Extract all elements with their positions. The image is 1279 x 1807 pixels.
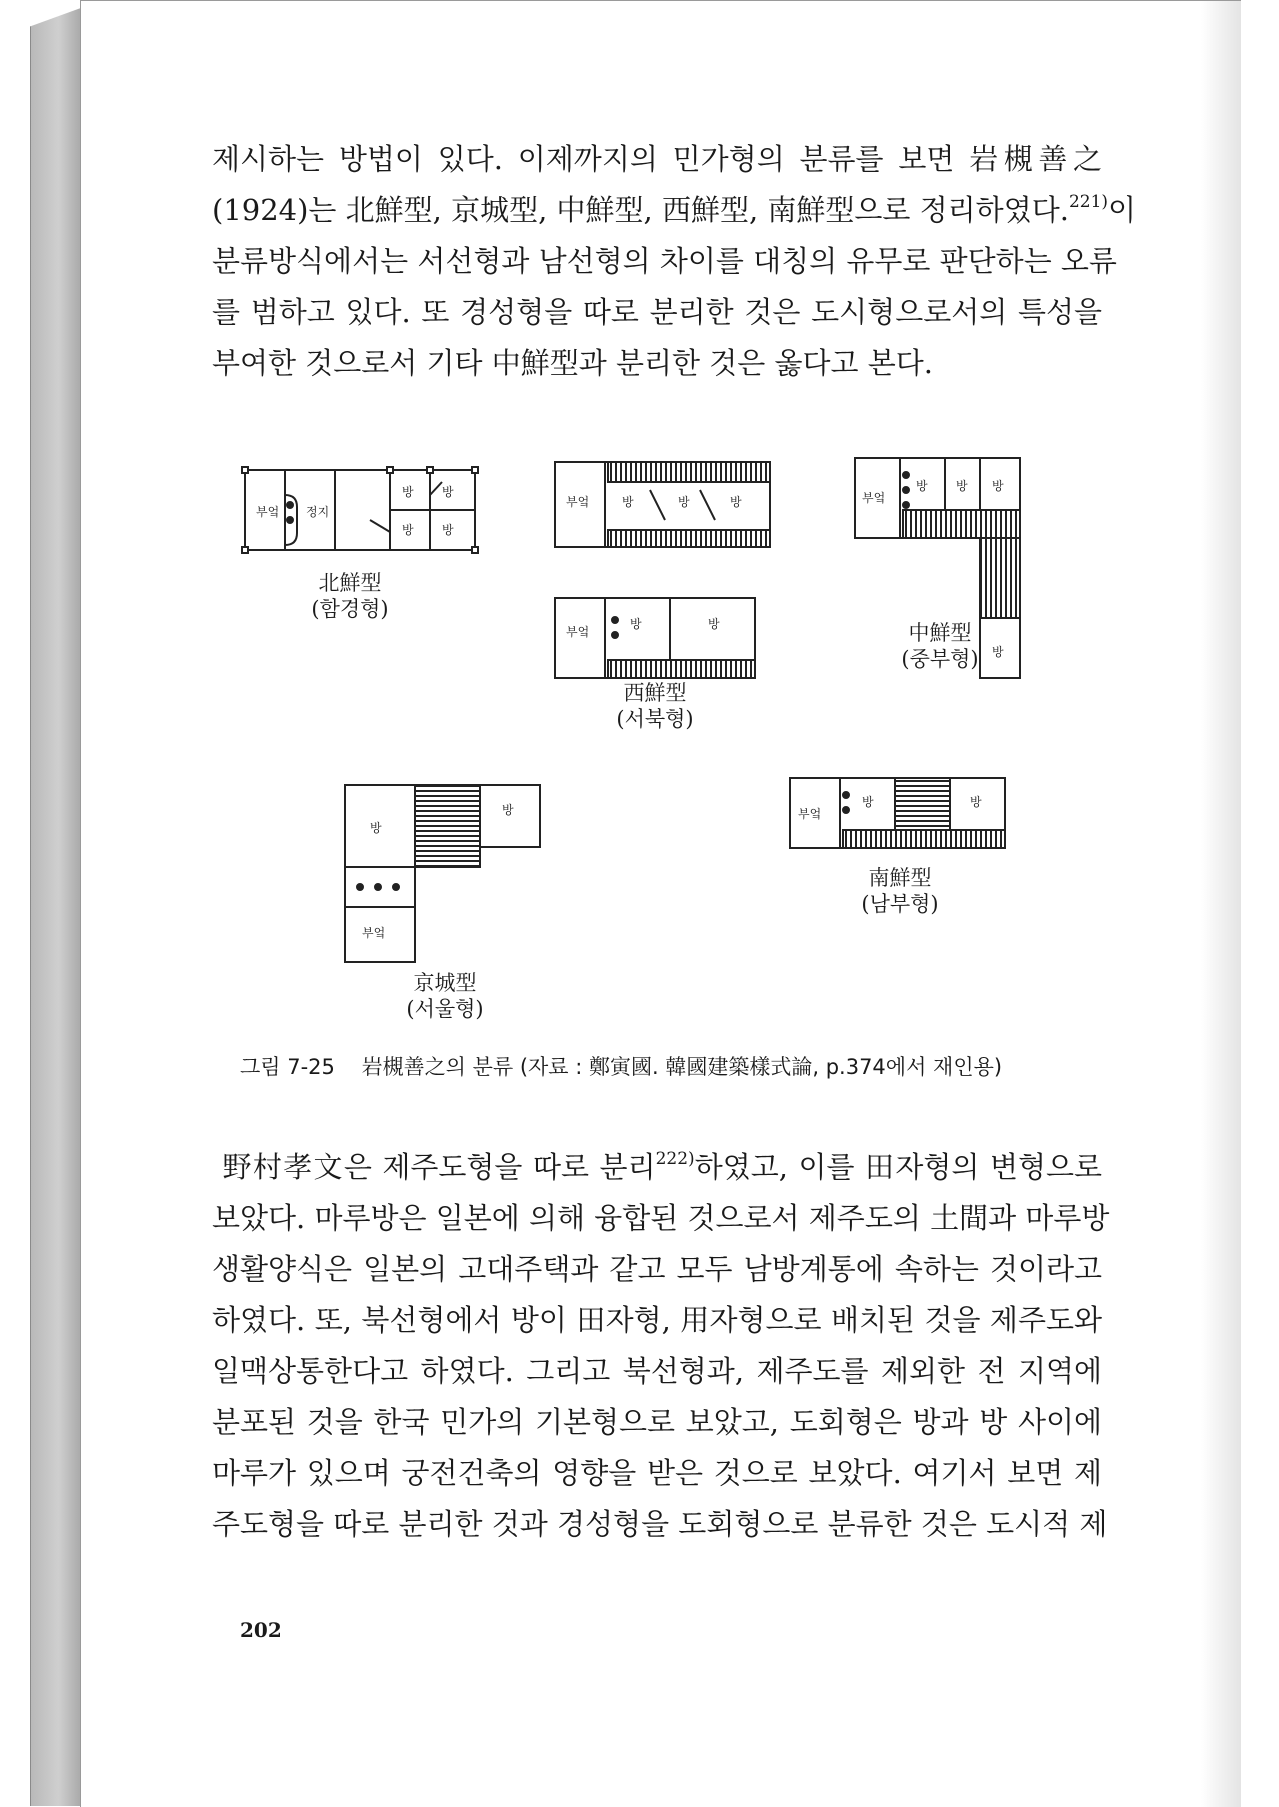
type-hangul: (남부형) xyxy=(861,892,939,916)
text-line: 보았다. 마루방은 일본에 의해 융합된 것으로서 제주도의 土間과 마루방 xyxy=(212,1201,1110,1235)
text-line: 부여한 것으로서 기타 中鮮型과 분리한 것은 옳다고 본다. xyxy=(212,346,934,380)
text-line: 일맥상통한다고 하였다. 그리고 북선형과, 제주도를 제외한 전 지역에 xyxy=(212,1354,1102,1388)
text-line-tail: 하였고, 이를 田자형의 변형으로 xyxy=(694,1150,1103,1184)
room-label: 방 xyxy=(442,523,454,537)
type-hangul: (서울형) xyxy=(406,997,484,1021)
type-hanja: 北鮮型 xyxy=(318,571,382,595)
footnote-marker: 221) xyxy=(1068,192,1109,213)
text-line: 분류방식에서는 서선형과 남선형의 차이를 대칭의 유무로 판단하는 오류 xyxy=(212,244,1117,278)
room-label: 방 xyxy=(678,495,690,509)
jeongji-label: 정지 xyxy=(306,505,330,519)
text-line xyxy=(212,185,1137,236)
room-label: 방 xyxy=(708,617,720,631)
room-label: 방 xyxy=(970,795,982,809)
text-line: 제시하는 방법이 있다. 이제까지의 민가형의 분류를 보면 岩槻善之 xyxy=(212,142,1102,176)
text-line: 를 범하고 있다. 또 경성형을 따로 분리한 것은 도시형으로서의 특성을 xyxy=(212,295,1102,329)
caption-text: 岩槻善之의 분류 (자료 : 鄭寅國. 韓國建築樣式論, p.374에서 재인용) xyxy=(361,1055,1003,1079)
room-label: 방 xyxy=(956,479,968,493)
room-label: 방 xyxy=(862,795,874,809)
text-line: 하였다. 또, 북선형에서 방이 田자형, 用자형으로 배치된 것을 제주도와 xyxy=(212,1303,1102,1337)
paragraph-2 xyxy=(212,1142,1110,1550)
kitchen-label: 부엌 xyxy=(566,495,590,509)
room-label: 방 xyxy=(370,821,382,835)
room-label: 방 xyxy=(630,617,642,631)
kitchen-label: 부엌 xyxy=(862,491,886,505)
kitchen-label: 부엌 xyxy=(798,807,822,821)
room-label: 방 xyxy=(992,645,1004,659)
figure-caption xyxy=(240,1052,1100,1082)
text-line: 분포된 것을 한국 민가의 기본형으로 보았고, 도회형은 방과 방 사이에 xyxy=(212,1405,1102,1439)
room-label: 방 xyxy=(402,523,414,537)
text-line-tail: 이 xyxy=(1108,193,1137,227)
text-line-head: 野村孝文은 제주도형을 따로 분리 xyxy=(222,1150,656,1184)
type-hangul: (중부형) xyxy=(901,647,979,671)
type-label-gyeongseong xyxy=(375,970,515,1022)
text-line: 주도형을 따로 분리한 것과 경성형을 도회형으로 분류한 것은 도시적 제 xyxy=(212,1507,1108,1541)
text-line: 마루가 있으며 궁전건축의 영향을 받은 것으로 보았다. 여기서 보면 제 xyxy=(212,1456,1102,1490)
room-label: 방 xyxy=(442,485,454,499)
room-label: 방 xyxy=(916,479,928,493)
type-label-namseon xyxy=(830,865,970,917)
page-number: 202 xyxy=(240,1618,282,1642)
kitchen-label: 부엌 xyxy=(362,926,386,940)
figure-number: 그림 7-25 xyxy=(240,1055,335,1079)
type-label-bukseon xyxy=(280,570,420,622)
type-hanja: 京城型 xyxy=(413,971,477,995)
footnote-marker: 222) xyxy=(655,1149,695,1170)
room-label: 방 xyxy=(730,495,742,509)
type-hanja: 中鮮型 xyxy=(908,621,972,645)
type-hanja: 南鮮型 xyxy=(868,866,932,890)
type-hangul: (서북형) xyxy=(616,707,694,731)
room-label: 방 xyxy=(402,485,414,499)
type-label-seoseon xyxy=(585,680,725,732)
plan-namseon xyxy=(790,778,1005,848)
text-line: 생활양식은 일본의 고대주택과 같고 모두 남방계통에 속하는 것이라고 xyxy=(212,1252,1102,1286)
book-spine xyxy=(30,0,81,1806)
type-hangul: (함경형) xyxy=(311,597,389,621)
page-edge-shade xyxy=(1201,1,1241,1807)
kitchen-label: 부엌 xyxy=(256,505,280,519)
text-line-body: (1924)는 北鮮型, 京城型, 中鮮型, 西鮮型, 南鮮型으로 정리하였다. xyxy=(212,193,1069,227)
room-label: 방 xyxy=(502,803,514,817)
room-label: 방 xyxy=(992,479,1004,493)
house-type-figure xyxy=(230,440,1110,1020)
room-label: 방 xyxy=(622,495,634,509)
type-label-jungseon xyxy=(870,620,1010,672)
paragraph-1 xyxy=(212,134,1137,389)
kitchen-label: 부엌 xyxy=(566,625,590,639)
text-line xyxy=(212,1142,1102,1193)
book-corner xyxy=(30,0,80,40)
type-hanja: 西鮮型 xyxy=(623,681,687,705)
